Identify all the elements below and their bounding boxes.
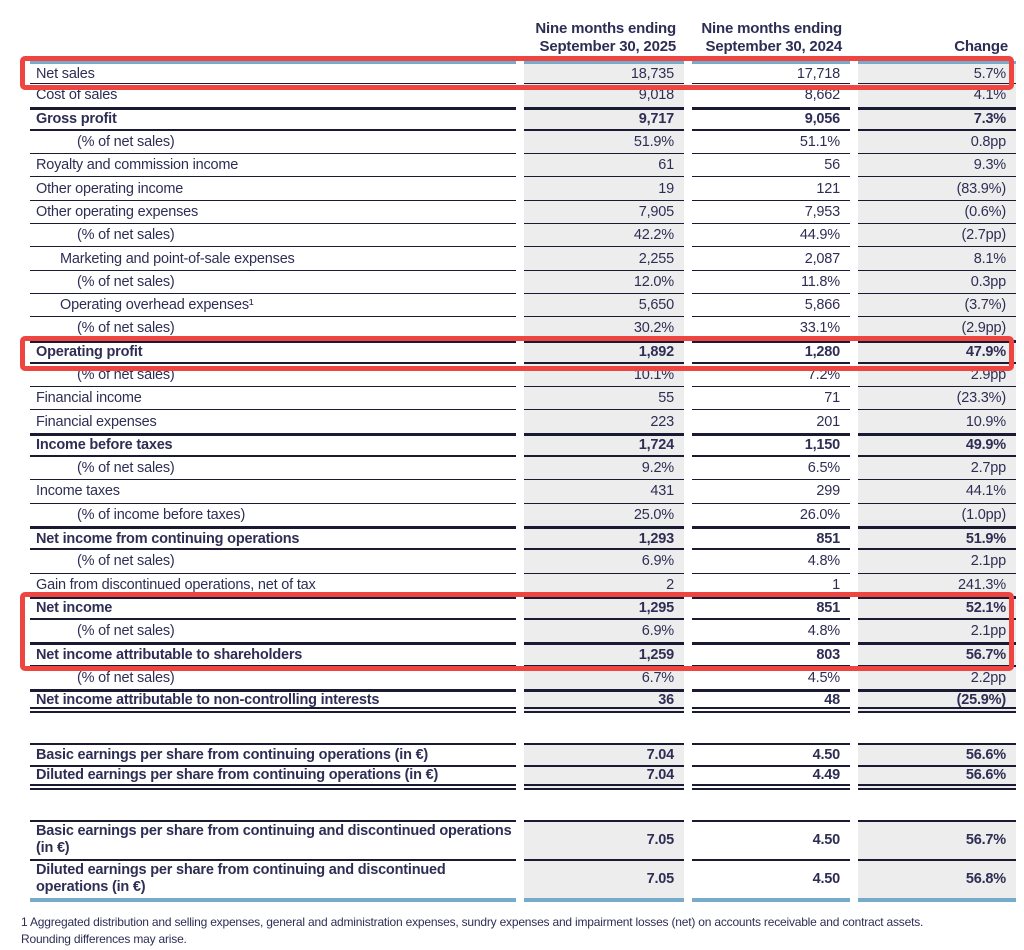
value-2025-cell: 9.2% bbox=[524, 457, 684, 480]
value-2025-cell: 1,892 bbox=[524, 341, 684, 364]
row-label: Other operating income bbox=[30, 177, 516, 200]
change-cell: 0.8pp bbox=[858, 131, 1016, 154]
column-header-period-2025 bbox=[524, 20, 684, 56]
change-cell: 241.3% bbox=[858, 574, 1016, 597]
row-label: (% of net sales) bbox=[30, 457, 516, 480]
footnotes bbox=[21, 914, 1016, 948]
change-cell: 49.9% bbox=[858, 434, 1016, 457]
change-cell: 5.7% bbox=[858, 61, 1016, 84]
change-cell: (2.9pp) bbox=[858, 317, 1016, 340]
value-2025-cell: 7,905 bbox=[524, 201, 684, 224]
change-cell: 56.6% bbox=[858, 767, 1016, 790]
table-row bbox=[30, 201, 1016, 224]
table-row bbox=[30, 643, 1016, 666]
table-row bbox=[30, 247, 1016, 270]
value-2025-cell: 431 bbox=[524, 480, 684, 503]
value-2024-cell: 121 bbox=[692, 177, 850, 200]
period-2025-line1: Nine months ending bbox=[535, 20, 676, 37]
change-cell: 4.1% bbox=[858, 84, 1016, 107]
value-2025-cell: 19 bbox=[524, 177, 684, 200]
table-row bbox=[30, 341, 1016, 364]
change-cell: 8.1% bbox=[858, 247, 1016, 270]
table-row bbox=[30, 271, 1016, 294]
table-row bbox=[30, 743, 1016, 766]
period-2024-line2: September 30, 2024 bbox=[705, 38, 842, 55]
table-row bbox=[30, 767, 1016, 790]
table-row bbox=[30, 294, 1016, 317]
row-label: (% of net sales) bbox=[30, 224, 516, 247]
row-label: Basic earnings per share from continuing operations (in €) bbox=[30, 743, 516, 766]
value-2025-cell: 2 bbox=[524, 574, 684, 597]
value-2025-cell: 36 bbox=[524, 690, 684, 713]
row-label: (% of net sales) bbox=[30, 364, 516, 387]
value-2024-cell: 4.8% bbox=[692, 550, 850, 573]
value-2025-cell: 7.05 bbox=[524, 861, 684, 902]
row-label: Cost of sales bbox=[30, 84, 516, 107]
row-label: Basic earnings per share from continuing and discontinued operations (in €) bbox=[30, 820, 516, 861]
row-label: Financial expenses bbox=[30, 410, 516, 433]
table-row bbox=[30, 61, 1016, 84]
value-2025-cell: 55 bbox=[524, 387, 684, 410]
period-2025-line2: September 30, 2025 bbox=[539, 38, 676, 55]
table-row bbox=[30, 387, 1016, 410]
change-cell: 47.9% bbox=[858, 341, 1016, 364]
row-label: (% of net sales) bbox=[30, 620, 516, 643]
table-row bbox=[30, 597, 1016, 620]
change-cell: 56.8% bbox=[858, 861, 1016, 902]
value-2024-cell: 51.1% bbox=[692, 131, 850, 154]
change-cell: (1.0pp) bbox=[858, 504, 1016, 527]
row-label: Operating profit bbox=[30, 341, 516, 364]
value-2024-cell: 48 bbox=[692, 690, 850, 713]
value-2025-cell: 6.7% bbox=[524, 667, 684, 690]
value-2024-cell: 4.5% bbox=[692, 667, 850, 690]
table-row bbox=[30, 364, 1016, 387]
row-label: Diluted earnings per share from continuing operations (in €) bbox=[30, 767, 516, 790]
row-label: Net income attributable to shareholders bbox=[30, 643, 516, 666]
change-cell: (83.9%) bbox=[858, 177, 1016, 200]
value-2025-cell: 25.0% bbox=[524, 504, 684, 527]
value-2024-cell: 4.8% bbox=[692, 620, 850, 643]
value-2024-cell: 11.8% bbox=[692, 271, 850, 294]
value-2025-cell: 61 bbox=[524, 154, 684, 177]
value-2024-cell: 17,718 bbox=[692, 61, 850, 84]
value-2024-cell: 4.50 bbox=[692, 861, 850, 902]
value-2024-cell: 71 bbox=[692, 387, 850, 410]
row-label: Net income attributable to non-controlling interests bbox=[30, 690, 516, 713]
row-label: Net sales bbox=[30, 61, 516, 84]
change-cell: (0.6%) bbox=[858, 201, 1016, 224]
row-label: Net income from continuing operations bbox=[30, 527, 516, 550]
value-2025-cell: 10.1% bbox=[524, 364, 684, 387]
row-label: Gross profit bbox=[30, 108, 516, 131]
row-label: (% of net sales) bbox=[30, 667, 516, 690]
table-row bbox=[30, 154, 1016, 177]
value-2025-cell: 42.2% bbox=[524, 224, 684, 247]
change-cell: (3.7%) bbox=[858, 294, 1016, 317]
value-2024-cell: 8,662 bbox=[692, 84, 850, 107]
table-row bbox=[30, 667, 1016, 690]
value-2024-cell: 1 bbox=[692, 574, 850, 597]
change-cell: 56.6% bbox=[858, 743, 1016, 766]
footnote-1: 1 Aggregated distribution and selling expenses, general and administration expenses, sundry expenses and impairment losses (net) on accounts receivable and contract assets. bbox=[21, 914, 924, 929]
value-2024-cell: 56 bbox=[692, 154, 850, 177]
table-row bbox=[30, 457, 1016, 480]
value-2025-cell: 1,295 bbox=[524, 597, 684, 620]
change-cell: 7.3% bbox=[858, 108, 1016, 131]
column-header-period-2024 bbox=[692, 20, 850, 56]
eps-continuing-operations-block bbox=[30, 743, 1016, 790]
row-label: (% of net sales) bbox=[30, 317, 516, 340]
change-cell: 2.1pp bbox=[858, 550, 1016, 573]
change-cell: 2.9pp bbox=[858, 364, 1016, 387]
value-2025-cell: 223 bbox=[524, 410, 684, 433]
value-2025-cell: 6.9% bbox=[524, 620, 684, 643]
value-2025-cell: 1,293 bbox=[524, 527, 684, 550]
change-cell: 56.7% bbox=[858, 643, 1016, 666]
value-2024-cell: 4.49 bbox=[692, 767, 850, 790]
value-2024-cell: 1,280 bbox=[692, 341, 850, 364]
value-2024-cell: 44.9% bbox=[692, 224, 850, 247]
table-row bbox=[30, 550, 1016, 573]
change-cell: 52.1% bbox=[858, 597, 1016, 620]
value-2024-cell: 5,866 bbox=[692, 294, 850, 317]
column-header-change: Change bbox=[954, 38, 1008, 55]
footnote-2: Rounding differences may arise. bbox=[21, 931, 187, 946]
change-cell: 0.3pp bbox=[858, 271, 1016, 294]
value-2024-cell: 33.1% bbox=[692, 317, 850, 340]
row-label: Royalty and commission income bbox=[30, 154, 516, 177]
table-row bbox=[30, 108, 1016, 131]
row-label: Gain from discontinued operations, net of tax bbox=[30, 574, 516, 597]
value-2025-cell: 7.04 bbox=[524, 743, 684, 766]
value-2025-cell: 51.9% bbox=[524, 131, 684, 154]
row-label: Income before taxes bbox=[30, 434, 516, 457]
period-2024-line1: Nine months ending bbox=[701, 20, 842, 37]
value-2024-cell: 1,150 bbox=[692, 434, 850, 457]
value-2025-cell: 1,724 bbox=[524, 434, 684, 457]
change-cell: (25.9%) bbox=[858, 690, 1016, 713]
row-label: Marketing and point-of-sale expenses bbox=[30, 247, 516, 270]
change-cell: 2.7pp bbox=[858, 457, 1016, 480]
value-2025-cell: 18,735 bbox=[524, 61, 684, 84]
row-label: Operating overhead expenses¹ bbox=[30, 294, 516, 317]
row-label: (% of net sales) bbox=[30, 271, 516, 294]
table-row bbox=[30, 527, 1016, 550]
value-2025-cell: 2,255 bbox=[524, 247, 684, 270]
row-label: Income taxes bbox=[30, 480, 516, 503]
value-2024-cell: 851 bbox=[692, 597, 850, 620]
row-label: (% of net sales) bbox=[30, 550, 516, 573]
table-row bbox=[30, 434, 1016, 457]
change-cell: (2.7pp) bbox=[858, 224, 1016, 247]
table-row bbox=[30, 820, 1016, 861]
income-statement-table bbox=[21, 20, 1016, 948]
table-row bbox=[30, 84, 1016, 107]
table-row bbox=[30, 131, 1016, 154]
row-label: Net income bbox=[30, 597, 516, 620]
income-statement-rows bbox=[30, 61, 1016, 713]
value-2024-cell: 26.0% bbox=[692, 504, 850, 527]
value-2025-cell: 9,717 bbox=[524, 108, 684, 131]
value-2025-cell: 7.04 bbox=[524, 767, 684, 790]
row-label: Financial income bbox=[30, 387, 516, 410]
change-cell: 9.3% bbox=[858, 154, 1016, 177]
change-cell: 56.7% bbox=[858, 820, 1016, 861]
table-row bbox=[30, 177, 1016, 200]
value-2024-cell: 6.5% bbox=[692, 457, 850, 480]
value-2024-cell: 299 bbox=[692, 480, 850, 503]
change-cell: (23.3%) bbox=[858, 387, 1016, 410]
change-cell: 10.9% bbox=[858, 410, 1016, 433]
value-2025-cell: 30.2% bbox=[524, 317, 684, 340]
table-row bbox=[30, 504, 1016, 527]
change-cell: 51.9% bbox=[858, 527, 1016, 550]
table-row bbox=[30, 224, 1016, 247]
change-cell: 44.1% bbox=[858, 480, 1016, 503]
value-2025-cell: 5,650 bbox=[524, 294, 684, 317]
row-label: Other operating expenses bbox=[30, 201, 516, 224]
table-row bbox=[30, 480, 1016, 503]
table-row bbox=[30, 620, 1016, 643]
value-2025-cell: 1,259 bbox=[524, 643, 684, 666]
value-2024-cell: 851 bbox=[692, 527, 850, 550]
value-2024-cell: 9,056 bbox=[692, 108, 850, 131]
table-row bbox=[30, 690, 1016, 713]
row-label: (% of income before taxes) bbox=[30, 504, 516, 527]
value-2024-cell: 803 bbox=[692, 643, 850, 666]
change-cell: 2.2pp bbox=[858, 667, 1016, 690]
value-2024-cell: 4.50 bbox=[692, 820, 850, 861]
row-label: (% of net sales) bbox=[30, 131, 516, 154]
value-2024-cell: 7,953 bbox=[692, 201, 850, 224]
row-label: Diluted earnings per share from continuing and discontinued operations (in €) bbox=[30, 861, 516, 902]
value-2024-cell: 2,087 bbox=[692, 247, 850, 270]
value-2024-cell: 7.2% bbox=[692, 364, 850, 387]
table-row bbox=[30, 861, 1016, 902]
value-2025-cell: 12.0% bbox=[524, 271, 684, 294]
table-row bbox=[30, 317, 1016, 340]
value-2024-cell: 4.50 bbox=[692, 743, 850, 766]
table-row bbox=[30, 410, 1016, 433]
change-cell: 2.1pp bbox=[858, 620, 1016, 643]
table-row bbox=[30, 574, 1016, 597]
value-2025-cell: 6.9% bbox=[524, 550, 684, 573]
value-2025-cell: 9,018 bbox=[524, 84, 684, 107]
table-header-row bbox=[30, 20, 1016, 56]
value-2024-cell: 201 bbox=[692, 410, 850, 433]
eps-continuing-and-discontinued-block bbox=[30, 820, 1016, 902]
value-2025-cell: 7.05 bbox=[524, 820, 684, 861]
